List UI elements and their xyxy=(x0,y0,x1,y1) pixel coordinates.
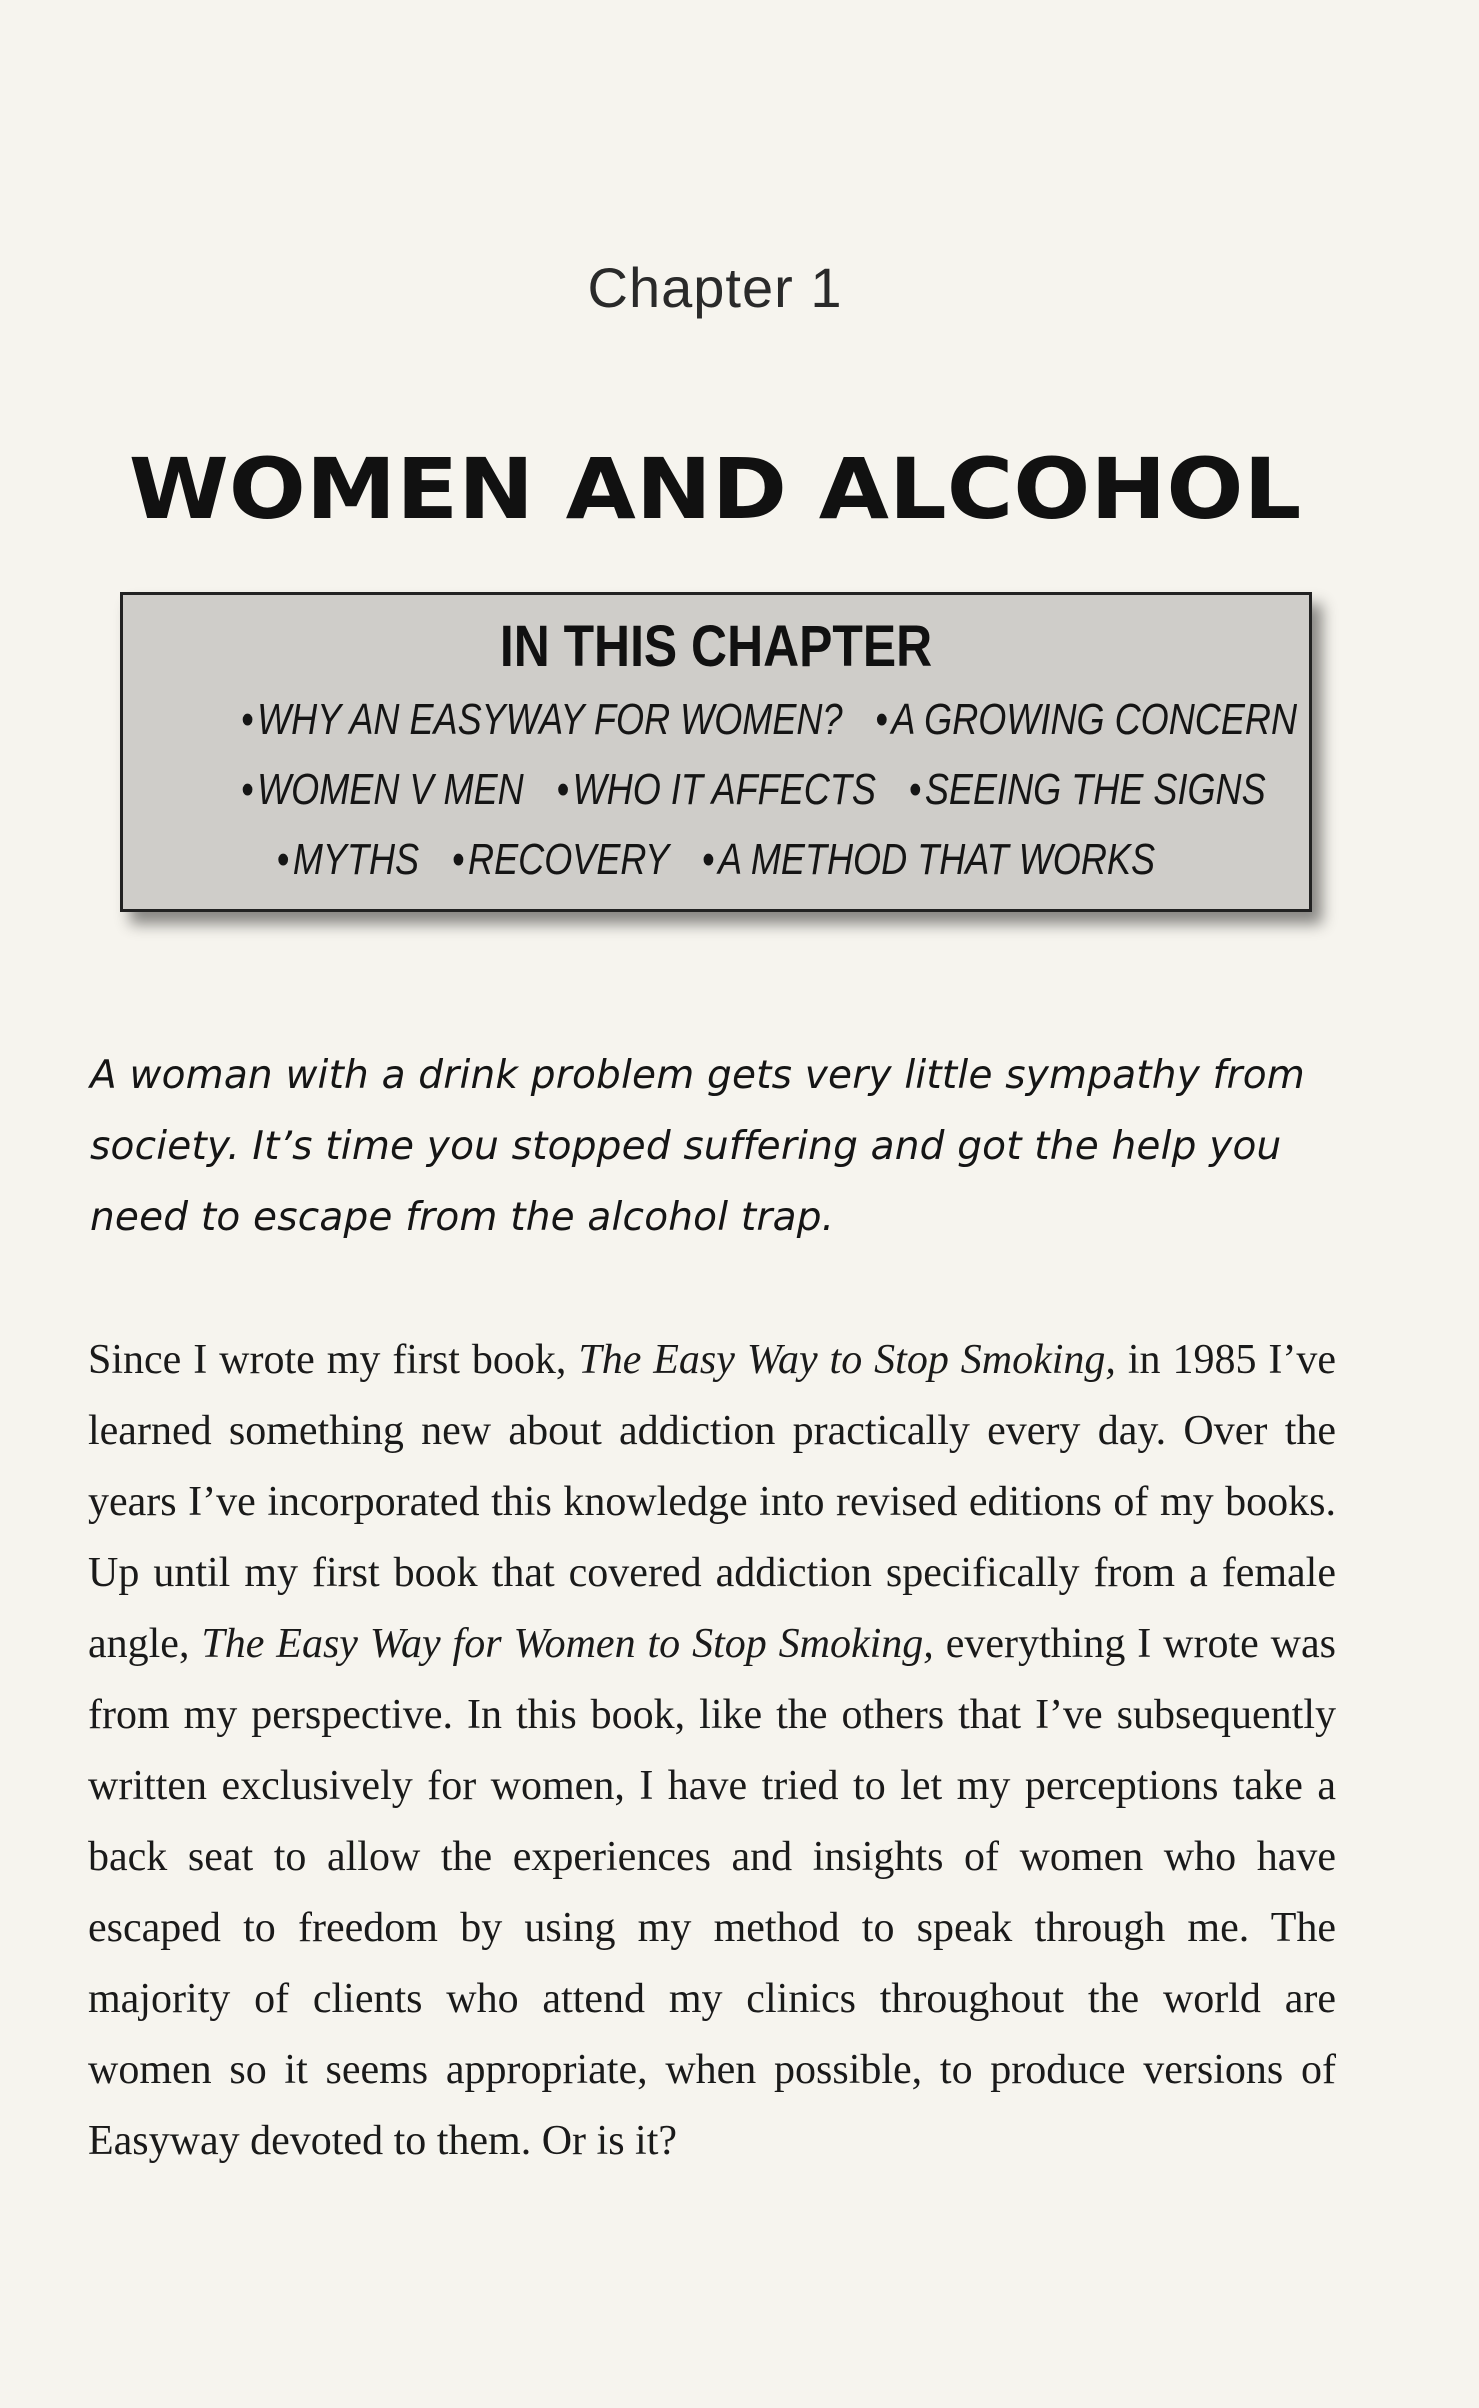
topic-item: •A METHOD THAT WORKS xyxy=(702,835,1156,884)
bullet-icon: • xyxy=(452,835,465,884)
topic-item: •WHY AN EASYWAY FOR WOMEN? xyxy=(241,695,843,744)
topic-item: •RECOVERY xyxy=(452,835,670,884)
chapter-topics-line xyxy=(230,765,1266,815)
bullet-icon: • xyxy=(556,765,570,814)
bullet-icon: • xyxy=(241,695,254,744)
topic-item: •WHO IT AFFECTS xyxy=(556,765,876,814)
topic-item: •MYTHS xyxy=(276,835,420,884)
chapter-intro: A woman with a drink problem gets very little sympathy from society. It’s time you stopped suffering and got the help you need to escape from the alcohol trap. xyxy=(90,1053,1305,1240)
bullet-icon: • xyxy=(241,765,254,814)
bullet-icon: • xyxy=(702,835,715,884)
in-this-chapter-heading: IN THIS CHAPTER xyxy=(499,614,933,679)
in-this-chapter-box xyxy=(120,592,1312,912)
chapter-topics-line xyxy=(230,695,1297,745)
chapter-title: WOMEN AND ALCOHOL xyxy=(128,440,1302,538)
chapter-label: Chapter 1 xyxy=(587,256,843,319)
bullet-icon: • xyxy=(875,695,889,744)
topic-item: •WOMEN V MEN xyxy=(241,765,524,814)
topic-item: •A GROWING CONCERN xyxy=(875,695,1297,744)
bullet-icon: • xyxy=(908,765,922,814)
chapter-topics-line xyxy=(230,835,1203,885)
topic-item: •SEEING THE SIGNS xyxy=(908,765,1266,814)
bullet-icon: • xyxy=(276,835,290,884)
body-paragraph: Since I wrote my first book, The Easy Way to Stop Smoking, in 1985 I’ve learned something new about addiction practically every day. Over the years I’ve incorporated this knowledge into revised editions of my books. Up until my first book that covered addiction specifically from a female angle, The Easy Way for Women to Stop Smoking, everything I wrote was from my perspective. In this book, like the others that I’ve subsequently written exclusively for women, I have tried to let my perceptions take a back seat to allow the experiences and insights of women who have escaped to freedom by using my method to speak through me. The majority of clients who attend my clinics throughout the world are women so it seems appropriate, when possible, to produce versions of Easyway devoted to them. Or is it? xyxy=(88,1337,1336,2164)
book-title: The Easy Way to Stop Smoking, xyxy=(578,1337,1116,1383)
book-title: The Easy Way for Women to Stop Smoking, xyxy=(201,1621,934,1667)
